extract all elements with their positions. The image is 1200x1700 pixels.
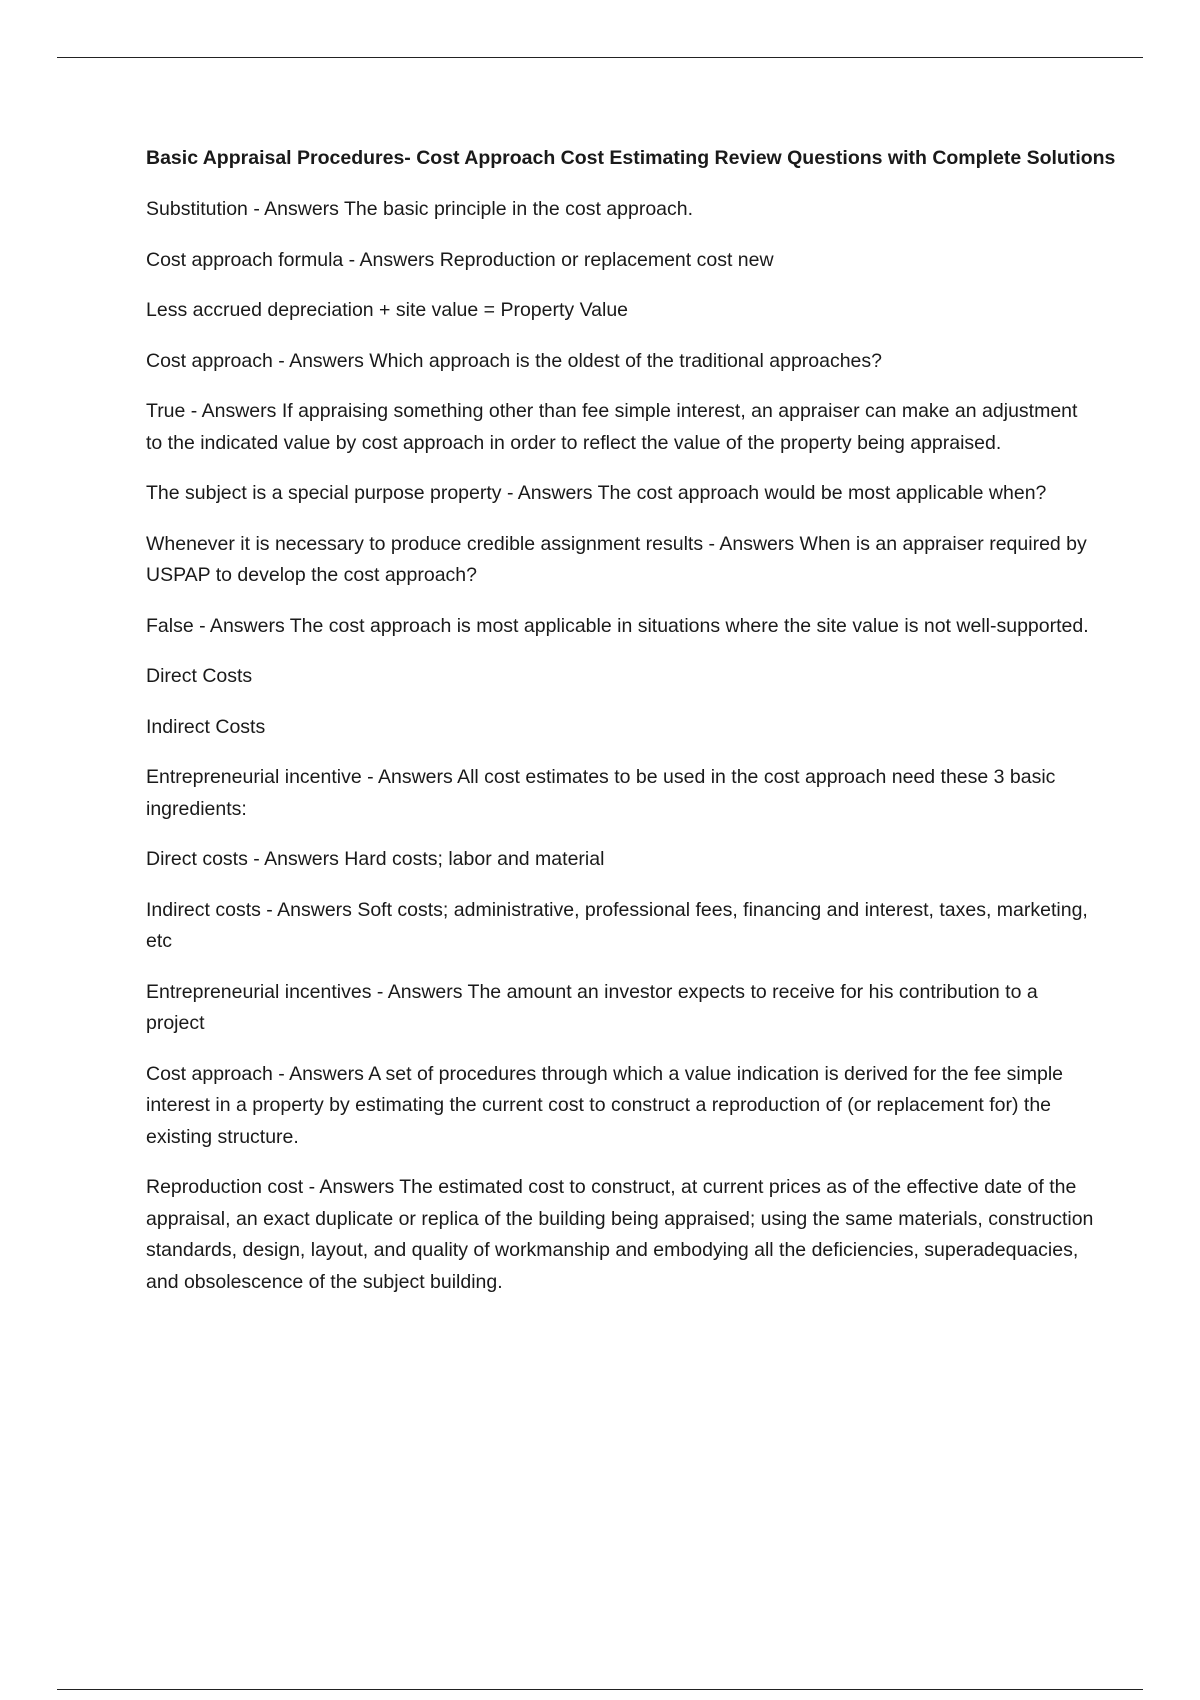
page-bottom-rule xyxy=(57,1689,1143,1690)
page-top-rule xyxy=(57,57,1143,58)
qa-paragraph-reproduction-cost: Reproduction cost - Answers The estimated cost to construct, at current prices as of the effective date of the appraisal, an exact duplicate or replica of the building being appraised; using the same materials, construction standards, design, layout, and quality of workmanship and embodying all the deficiencies, superadequacies, and obsolescence of the subject building. xyxy=(146,1176,1094,1293)
qa-paragraph-site-value-false: False - Answers The cost approach is most applicable in situations where the site value is not well-supported. xyxy=(146,614,1089,637)
qa-paragraph-indirect-costs-item: Indirect Costs xyxy=(146,715,266,738)
document-body xyxy=(146,142,1116,1317)
qa-paragraph-special-purpose: The subject is a special purpose property - Answers The cost approach would be most applicable when? xyxy=(146,482,1047,504)
qa-paragraph-direct-costs-item: Direct Costs xyxy=(146,665,253,687)
qa-paragraph-entrepreneurial-incentives: Entrepreneurial incentives - Answers The amount an investor expects to receive for his contribution to a project xyxy=(146,980,1038,1034)
qa-paragraph-cost-approach-definition: Cost approach - Answers A set of procedures through which a value indication is derived for the fee simple interest in a property by estimating the current cost to construct a reproduction of (or replacement for) the existing structure. xyxy=(146,1062,1064,1148)
qa-paragraph-fee-simple-adjustment: True - Answers If appraising something other than fee simple interest, an appraiser can make an adjustment to the indicated value by cost approach in order to reflect the value of the property being appraised. xyxy=(146,400,1078,454)
qa-paragraph-oldest-approach: Cost approach - Answers Which approach is the oldest of the traditional approaches? xyxy=(146,349,883,372)
qa-paragraph-entrepreneurial-incentive: Entrepreneurial incentive - Answers All cost estimates to be used in the cost approach need these 3 basic ingredients: xyxy=(146,766,1056,820)
qa-paragraph-uspap-requirement: Whenever it is necessary to produce credible assignment results - Answers When is an appraiser required by USPAP to develop the cost approach? xyxy=(146,532,1087,586)
qa-paragraph-direct-costs: Direct costs - Answers Hard costs; labor and material xyxy=(146,848,605,870)
qa-paragraph-substitution: Substitution - Answers The basic principle in the cost approach. xyxy=(146,198,694,220)
document-title: Basic Appraisal Procedures- Cost Approach Cost Estimating Review Questions with Complete Solutions xyxy=(146,147,1116,169)
qa-paragraph-formula-continuation: Less accrued depreciation + site value = Property Value xyxy=(146,299,629,321)
qa-paragraph-indirect-costs: Indirect costs - Answers Soft costs; administrative, professional fees, financing and interest, taxes, marketing, etc xyxy=(146,898,1088,952)
qa-paragraph-cost-approach-formula: Cost approach formula - Answers Reproduction or replacement cost new xyxy=(146,248,774,271)
